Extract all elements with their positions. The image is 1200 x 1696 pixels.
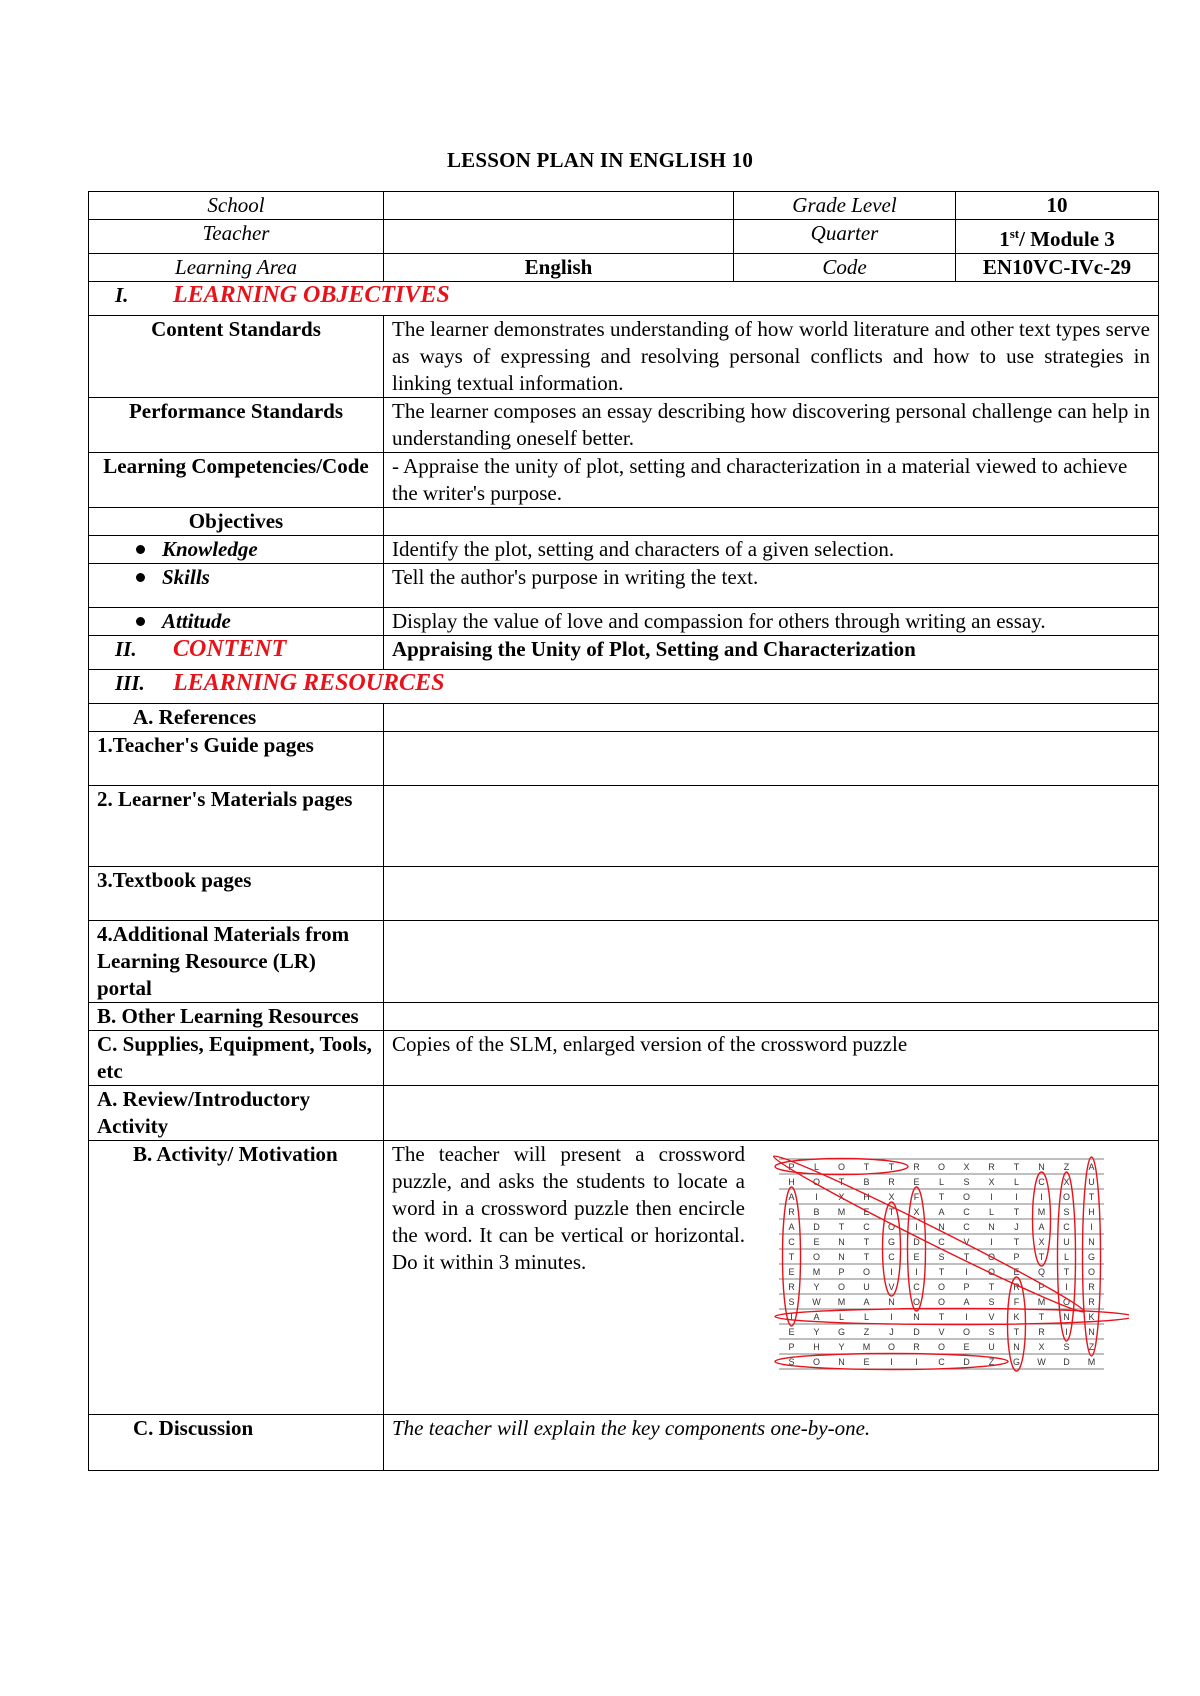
puzzle-letter: A xyxy=(788,1222,795,1232)
puzzle-letter: N xyxy=(838,1252,845,1262)
puzzle-letter: R xyxy=(913,1342,920,1352)
puzzle-letter: T xyxy=(1038,1312,1045,1322)
teachers-guide-row xyxy=(89,732,1159,786)
puzzle-letter: E xyxy=(863,1357,870,1367)
teachers-guide-label: 1.Teacher's Guide pages xyxy=(89,732,384,786)
performance-standards-label: Performance Standards xyxy=(89,398,384,453)
puzzle-letter: O xyxy=(887,1342,896,1352)
puzzle-letter: V xyxy=(888,1282,895,1292)
supplies-label: C. Supplies, Equipment, Tools, etc xyxy=(89,1031,384,1086)
bullet-icon xyxy=(136,573,145,582)
objectives-label: Objectives xyxy=(89,508,384,536)
content-text: Appraising the Unity of Plot, Setting and Characterization xyxy=(384,636,1159,670)
attitude-label: Attitude xyxy=(162,609,231,633)
quarter-suffix: st xyxy=(1009,226,1020,241)
attitude-text: Display the value of love and compassion for others through writing an essay. xyxy=(384,608,1159,636)
puzzle-answer-circle xyxy=(775,1309,1129,1325)
puzzle-letter: U xyxy=(863,1282,870,1292)
puzzle-letter: U xyxy=(1088,1177,1095,1187)
puzzle-letter: C xyxy=(963,1222,970,1232)
puzzle-letter: T xyxy=(1013,1207,1020,1217)
puzzle-letter: G xyxy=(837,1327,846,1337)
puzzle-letter: S xyxy=(988,1327,995,1337)
section-name: LEARNING OBJECTIVES xyxy=(173,282,450,308)
puzzle-letter: N xyxy=(1013,1342,1020,1352)
puzzle-letter: P xyxy=(788,1162,795,1172)
puzzle-letter: D xyxy=(813,1222,820,1232)
puzzle-letter: T xyxy=(838,1222,845,1232)
additional-materials-label: 4.Additional Materials from Learning Resource (LR) portal xyxy=(89,921,384,1003)
puzzle-letter: I xyxy=(1015,1192,1018,1202)
knowledge-row xyxy=(89,536,1159,564)
teachers-guide-value xyxy=(384,732,1159,786)
puzzle-letter: S xyxy=(938,1252,945,1262)
attitude-label-cell xyxy=(89,608,384,636)
competencies-text: - Appraise the unity of plot, setting and characterization in a material viewed to achieve the writer's purpose. xyxy=(384,453,1159,508)
puzzle-letter: A xyxy=(963,1297,970,1307)
puzzle-letter: C xyxy=(788,1237,795,1247)
puzzle-letter: E xyxy=(963,1342,970,1352)
puzzle-letter: Y xyxy=(813,1327,820,1337)
puzzle-letter: I xyxy=(990,1192,993,1202)
learners-materials-value xyxy=(384,786,1159,867)
quarter-value xyxy=(956,220,1159,254)
puzzle-letter: D xyxy=(913,1327,920,1337)
puzzle-letter: R xyxy=(1088,1282,1095,1292)
section-number: III. xyxy=(115,671,145,695)
puzzle-letter: X xyxy=(913,1207,920,1217)
puzzle-letter: O xyxy=(837,1282,846,1292)
puzzle-letter: Y xyxy=(813,1282,820,1292)
puzzle-letter: L xyxy=(838,1312,845,1322)
puzzle-letter: B xyxy=(813,1207,820,1217)
puzzle-letter: C xyxy=(1038,1177,1045,1187)
puzzle-letter: C xyxy=(888,1252,895,1262)
puzzle-letter: C xyxy=(963,1207,970,1217)
review-label: A. Review/Introductory Activity xyxy=(89,1086,384,1141)
puzzle-letter: U xyxy=(988,1342,995,1352)
textbook-value xyxy=(384,867,1159,921)
puzzle-letter: T xyxy=(963,1252,970,1262)
puzzle-letter: V xyxy=(938,1327,945,1337)
puzzle-letter: I xyxy=(915,1357,918,1367)
puzzle-letter: L xyxy=(1013,1177,1020,1187)
puzzle-letter: E xyxy=(788,1327,795,1337)
puzzle-letter: O xyxy=(912,1297,921,1307)
puzzle-letter: P xyxy=(838,1267,845,1277)
quarter-module: / Module 3 xyxy=(1019,227,1115,251)
puzzle-letter: O xyxy=(1062,1192,1071,1202)
puzzle-letter: D xyxy=(963,1357,970,1367)
puzzle-letter: K xyxy=(1013,1312,1020,1322)
puzzle-letter: O xyxy=(987,1267,996,1277)
skills-row xyxy=(89,564,1159,608)
puzzle-letter: A xyxy=(1088,1162,1095,1172)
puzzle-letter: M xyxy=(837,1207,846,1217)
puzzle-letter: T xyxy=(1013,1327,1020,1337)
knowledge-text: Identify the plot, setting and characters of a given selection. xyxy=(384,536,1159,564)
puzzle-letter: R xyxy=(988,1162,995,1172)
puzzle-letter: I xyxy=(890,1267,893,1277)
learning-area-label: Learning Area xyxy=(89,254,384,282)
puzzle-letter: N xyxy=(838,1357,845,1367)
skills-label: Skills xyxy=(162,565,210,589)
puzzle-letter: A xyxy=(863,1297,870,1307)
puzzle-letter: T xyxy=(863,1252,870,1262)
puzzle-letter: S xyxy=(788,1357,795,1367)
puzzle-letter: I xyxy=(965,1267,968,1277)
puzzle-letter: P xyxy=(788,1342,795,1352)
puzzle-letter: S xyxy=(788,1297,795,1307)
bullet-icon xyxy=(136,545,145,554)
puzzle-letter: I xyxy=(1065,1282,1068,1292)
activity-label: B. Activity/ Motivation xyxy=(89,1141,384,1415)
puzzle-letter: A xyxy=(1038,1222,1045,1232)
puzzle-letter: L xyxy=(1063,1252,1070,1262)
objectives-row xyxy=(89,508,1159,536)
puzzle-letter: H xyxy=(788,1177,795,1187)
puzzle-letter: X xyxy=(988,1177,995,1187)
grade-level-label: Grade Level xyxy=(734,192,956,220)
textbook-label: 3.Textbook pages xyxy=(89,867,384,921)
word-search-puzzle xyxy=(769,1151,1129,1391)
puzzle-letter: G xyxy=(1012,1357,1021,1367)
header-row-area xyxy=(89,254,1159,282)
content-standards-row xyxy=(89,316,1159,398)
puzzle-letter: Y xyxy=(838,1342,845,1352)
knowledge-label-cell xyxy=(89,536,384,564)
code-label: Code xyxy=(734,254,956,282)
puzzle-letter: T xyxy=(1013,1162,1020,1172)
puzzle-letter: F xyxy=(1013,1297,1020,1307)
header-row-school xyxy=(89,192,1159,220)
puzzle-letter: H xyxy=(813,1342,820,1352)
puzzle-letter: R xyxy=(1088,1297,1095,1307)
section-learning-objectives xyxy=(89,282,1159,316)
puzzle-letter: O xyxy=(862,1267,871,1277)
puzzle-letter: J xyxy=(1014,1222,1019,1232)
puzzle-letter: I xyxy=(915,1222,918,1232)
puzzle-letter: A xyxy=(788,1192,795,1202)
puzzle-letter: Z xyxy=(1088,1342,1095,1352)
review-row xyxy=(89,1086,1159,1141)
puzzle-letter: W xyxy=(1037,1357,1046,1367)
puzzle-letter: T xyxy=(888,1162,895,1172)
section-number: I. xyxy=(115,283,129,307)
puzzle-letter: O xyxy=(1062,1297,1071,1307)
puzzle-letter: E xyxy=(913,1177,920,1187)
skills-text: Tell the author's purpose in writing the text. xyxy=(384,564,1159,608)
puzzle-letter: M xyxy=(862,1342,871,1352)
puzzle-letter: O xyxy=(962,1327,971,1337)
performance-standards-text: The learner composes an essay describing how discovering personal challenge can help in understanding oneself better. xyxy=(384,398,1159,453)
content-standards-label: Content Standards xyxy=(89,316,384,398)
puzzle-letter: B xyxy=(863,1177,870,1187)
grade-level-value: 10 xyxy=(956,192,1159,220)
puzzle-letter: O xyxy=(837,1162,846,1172)
puzzle-letter: K xyxy=(1088,1312,1095,1322)
puzzle-letter: O xyxy=(962,1192,971,1202)
other-resources-value xyxy=(384,1003,1159,1031)
puzzle-letter: M xyxy=(1087,1357,1096,1367)
learning-area-value: English xyxy=(384,254,734,282)
puzzle-letter: P xyxy=(963,1282,970,1292)
puzzle-letter: T xyxy=(938,1192,945,1202)
supplies-text: Copies of the SLM, enlarged version of the crossword puzzle xyxy=(384,1031,1159,1086)
learners-materials-row xyxy=(89,786,1159,867)
puzzle-letter: E xyxy=(813,1237,820,1247)
puzzle-letter: I xyxy=(915,1267,918,1277)
references-row xyxy=(89,704,1159,732)
page-title: LESSON PLAN IN ENGLISH 10 xyxy=(446,148,754,172)
bullet-icon xyxy=(136,617,145,626)
review-value xyxy=(384,1086,1159,1141)
attitude-row xyxy=(89,608,1159,636)
puzzle-letter: M xyxy=(1037,1297,1046,1307)
puzzle-letter: O xyxy=(937,1162,946,1172)
additional-materials-value xyxy=(384,921,1159,1003)
puzzle-letter: O xyxy=(937,1297,946,1307)
puzzle-letter: R xyxy=(788,1282,795,1292)
section-name: CONTENT xyxy=(173,636,287,662)
puzzle-letter: T xyxy=(788,1252,795,1262)
puzzle-letter: H xyxy=(1088,1207,1095,1217)
quarter-number: 1 xyxy=(999,227,1010,251)
puzzle-letter: I xyxy=(1065,1327,1068,1337)
puzzle-letter: R xyxy=(1013,1282,1020,1292)
puzzle-letter: O xyxy=(812,1252,821,1262)
section-number: II. xyxy=(115,637,137,661)
puzzle-letter: I xyxy=(815,1192,818,1202)
section-learning-resources xyxy=(89,670,1159,704)
puzzle-letter: E xyxy=(788,1267,795,1277)
puzzle-letter: N xyxy=(1088,1327,1095,1337)
puzzle-letter: T xyxy=(988,1282,995,1292)
puzzle-letter: C xyxy=(863,1222,870,1232)
puzzle-letter: P xyxy=(1038,1282,1045,1292)
activity-text: The teacher will present a crossword puzzle, and asks the students to locate a word in a crossword puzzle then encircle the word. It can be vertical or horizontal. Do it within 3 minutes. xyxy=(392,1142,745,1274)
discussion-label: C. Discussion xyxy=(89,1415,384,1471)
puzzle-letter: O xyxy=(812,1357,821,1367)
puzzle-letter: T xyxy=(938,1312,945,1322)
puzzle-letter: X xyxy=(1063,1177,1070,1187)
puzzle-letter: O xyxy=(887,1222,896,1232)
content-standards-text: The learner demonstrates understanding of how world literature and other text types serve as ways of expressing and resolving personal conflicts and how to use strategies in linking textual information. xyxy=(384,316,1159,398)
section-heading xyxy=(89,282,1159,316)
additional-materials-row xyxy=(89,921,1159,1003)
school-value xyxy=(384,192,734,220)
puzzle-letter: R xyxy=(1038,1327,1045,1337)
section-heading xyxy=(89,636,384,670)
knowledge-label: Knowledge xyxy=(162,537,258,561)
puzzle-letter: N xyxy=(838,1237,845,1247)
puzzle-letter: V xyxy=(988,1312,995,1322)
performance-standards-row xyxy=(89,398,1159,453)
puzzle-letter: O xyxy=(1087,1267,1096,1277)
puzzle-letter: P xyxy=(1013,1252,1020,1262)
references-empty xyxy=(384,704,1159,732)
puzzle-letter: E xyxy=(913,1252,920,1262)
puzzle-letter: T xyxy=(1038,1252,1045,1262)
skills-label-cell xyxy=(89,564,384,608)
puzzle-letter: D xyxy=(913,1237,920,1247)
puzzle-letter: S xyxy=(1063,1207,1070,1217)
puzzle-letter: I xyxy=(1040,1192,1043,1202)
puzzle-letter: I xyxy=(790,1312,793,1322)
puzzle-letter: V xyxy=(963,1237,970,1247)
puzzle-letter: C xyxy=(938,1357,945,1367)
puzzle-letter: L xyxy=(988,1207,995,1217)
header-row-teacher xyxy=(89,220,1159,254)
puzzle-letter: N xyxy=(938,1222,945,1232)
puzzle-letter: L xyxy=(938,1177,945,1187)
puzzle-letter: C xyxy=(913,1282,920,1292)
puzzle-letter: I xyxy=(890,1312,893,1322)
discussion-row xyxy=(89,1415,1159,1471)
puzzle-letter: X xyxy=(838,1192,845,1202)
teacher-value xyxy=(384,220,734,254)
puzzle-letter: I xyxy=(965,1312,968,1322)
puzzle-letter: G xyxy=(887,1237,896,1247)
puzzle-letter: F xyxy=(913,1192,920,1202)
school-label: School xyxy=(89,192,384,220)
puzzle-letter: T xyxy=(938,1267,945,1277)
puzzle-letter: S xyxy=(963,1177,970,1187)
puzzle-letter: N xyxy=(988,1222,995,1232)
activity-cell xyxy=(384,1141,1159,1415)
puzzle-letter: E xyxy=(1013,1267,1020,1277)
puzzle-letter: T xyxy=(1088,1192,1095,1202)
lesson-plan-table xyxy=(88,191,1159,1471)
puzzle-letter: J xyxy=(889,1327,894,1337)
section-content xyxy=(89,636,1159,670)
puzzle-letter: T xyxy=(1063,1267,1070,1277)
puzzle-letter: N xyxy=(913,1312,920,1322)
puzzle-letter: I xyxy=(1090,1222,1093,1232)
puzzle-letter: E xyxy=(863,1207,870,1217)
puzzle-letter: S xyxy=(988,1297,995,1307)
objectives-empty xyxy=(384,508,1159,536)
puzzle-letter: T xyxy=(863,1237,870,1247)
competencies-label: Learning Competencies/Code xyxy=(89,453,384,508)
puzzle-letter: L xyxy=(863,1312,870,1322)
puzzle-letter: N xyxy=(1038,1162,1045,1172)
puzzle-letter: Z xyxy=(988,1357,995,1367)
puzzle-letter: U xyxy=(1063,1237,1070,1247)
puzzle-letter: R xyxy=(913,1162,920,1172)
puzzle-letter: G xyxy=(1087,1252,1096,1262)
puzzle-letter: X xyxy=(1038,1342,1045,1352)
puzzle-letter: O xyxy=(937,1342,946,1352)
puzzle-letter: A xyxy=(938,1207,945,1217)
puzzle-letter: T xyxy=(863,1162,870,1172)
puzzle-letter: Z xyxy=(1063,1162,1070,1172)
puzzle-letter: X xyxy=(1038,1237,1045,1247)
puzzle-letter: N xyxy=(1063,1312,1070,1322)
puzzle-letter: A xyxy=(813,1312,820,1322)
puzzle-letter: X xyxy=(888,1192,895,1202)
other-resources-label: B. Other Learning Resources xyxy=(89,1003,384,1031)
puzzle-letter: C xyxy=(938,1237,945,1247)
references-label: A. References xyxy=(89,704,384,732)
activity-row xyxy=(89,1141,1159,1415)
puzzle-letter: M xyxy=(812,1267,821,1277)
puzzle-letter: N xyxy=(1088,1237,1095,1247)
discussion-text: The teacher will explain the key components one-by-one. xyxy=(384,1415,1159,1471)
section-name: LEARNING RESOURCES xyxy=(173,670,445,696)
puzzle-letter: O xyxy=(987,1252,996,1262)
learners-materials-label: 2. Learner's Materials pages xyxy=(89,786,384,867)
quarter-label: Quarter xyxy=(734,220,956,254)
puzzle-letter: M xyxy=(1037,1207,1046,1217)
puzzle-letter: I xyxy=(890,1357,893,1367)
puzzle-letter: O xyxy=(812,1177,821,1187)
puzzle-letter: N xyxy=(888,1297,895,1307)
puzzle-letter: Z xyxy=(863,1327,870,1337)
puzzle-letter: C xyxy=(1063,1222,1070,1232)
puzzle-letter: Q xyxy=(1037,1267,1046,1277)
puzzle-letter: R xyxy=(788,1207,795,1217)
puzzle-letter: I xyxy=(990,1237,993,1247)
puzzle-letter: H xyxy=(863,1192,870,1202)
textbook-row xyxy=(89,867,1159,921)
section-heading xyxy=(89,670,1159,704)
teacher-label: Teacher xyxy=(89,220,384,254)
puzzle-letter: T xyxy=(838,1177,845,1187)
supplies-row xyxy=(89,1031,1159,1086)
other-resources-row xyxy=(89,1003,1159,1031)
competencies-row xyxy=(89,453,1159,508)
puzzle-letter: X xyxy=(963,1162,970,1172)
puzzle-letter: T xyxy=(888,1207,895,1217)
puzzle-letter: W xyxy=(812,1297,821,1307)
puzzle-letter: S xyxy=(1063,1342,1070,1352)
puzzle-letter: O xyxy=(937,1282,946,1292)
puzzle-letter: L xyxy=(813,1162,820,1172)
puzzle-letter: R xyxy=(888,1177,895,1187)
puzzle-letter: M xyxy=(837,1297,846,1307)
puzzle-letter: D xyxy=(1063,1357,1070,1367)
code-value: EN10VC-IVc-29 xyxy=(956,254,1159,282)
puzzle-letter: T xyxy=(1013,1237,1020,1247)
